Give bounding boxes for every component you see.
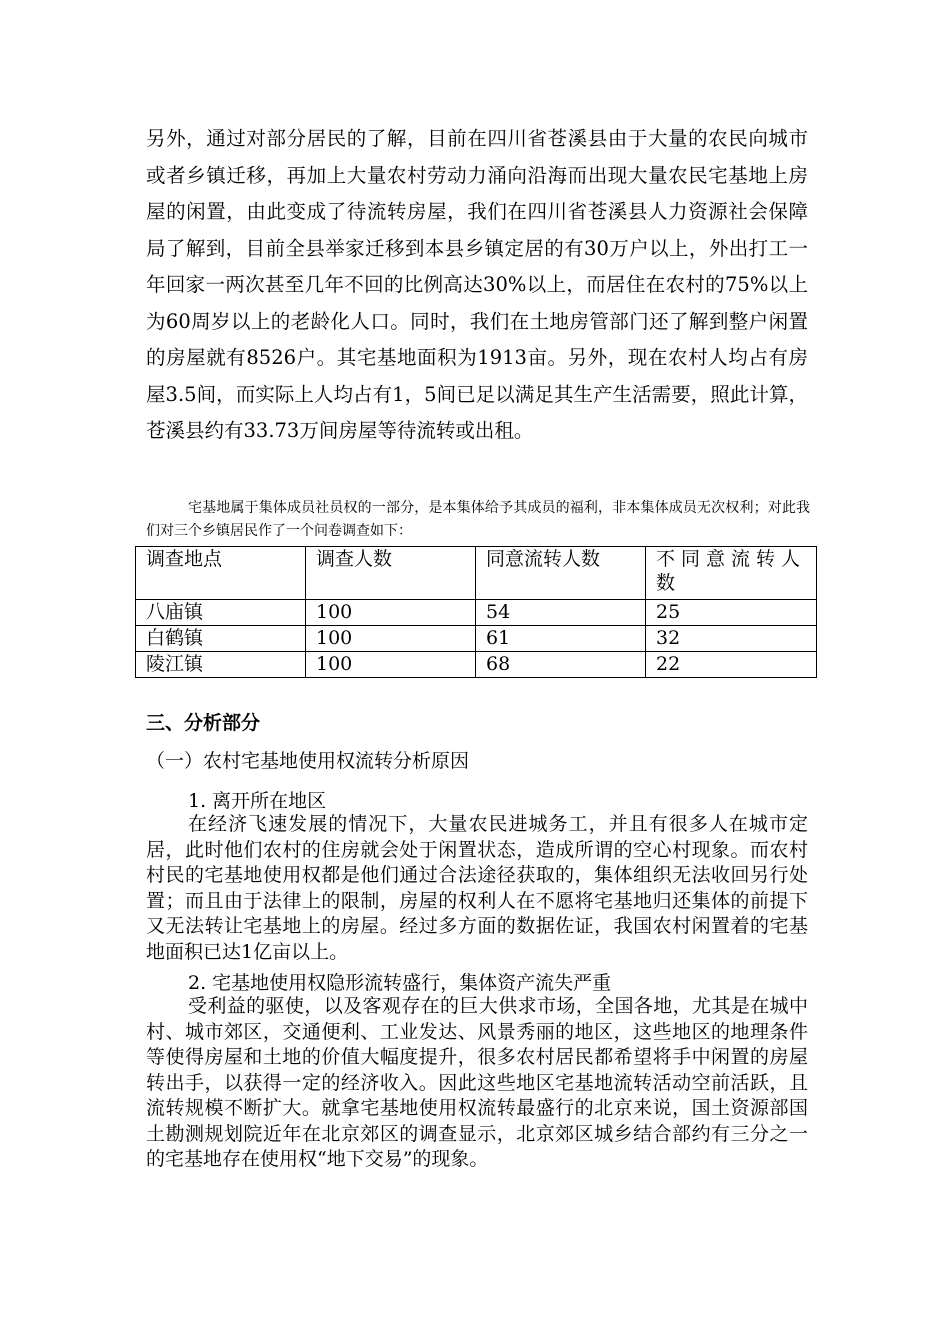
table-cell: 100 xyxy=(306,652,476,678)
body-paragraph-1: 在经济飞速发展的情况下，大量农民进城务工，并且有很多人在城市定居，此时他们农村的住房就会处于闲置状态，造成所谓的空心村现象。而农村村民的宅基地使用权都是他们通过合法途径获取的，集体组织无法收回另行处置；而且由于法律上的限制，房屋的权利人在不愿将宅基地归还集体的前提下又无法转让宅基地上的房屋。经过多方面的数据佐证，我国农村闲置着的宅基地面积已达1亿亩以上。 xyxy=(146,813,808,963)
body-paragraph-2: 受利益的驱使，以及客观存在的巨大供求市场，全国各地，尤其是在城中村、城市郊区，交通便利、工业发达、风景秀丽的地区，这些地区的地理条件等使得房屋和土地的价值大幅度提升，很多农村居民都希望将手中闲置的房屋转出手，以获得一定的经济收入。因此这些地区宅基地流转活动空前活跃，且流转规模不断扩大。就拿宅基地使用权流转最盛行的北京来说，国土资源部国土勘测规划院近年在北京郊区的调查显示，北京郊区城乡结合部约有三分之一的宅基地存在使用权“地下交易”的现象。 xyxy=(146,995,808,1170)
table-cell: 100 xyxy=(306,600,476,626)
header-cell-count: 调查人数 xyxy=(306,547,476,600)
table-cell: 68 xyxy=(476,652,646,678)
table-cell: 61 xyxy=(476,626,646,652)
table-row xyxy=(136,652,817,678)
table-header-row xyxy=(136,547,817,600)
table-row xyxy=(136,600,817,626)
header-cell-disagree: 不同意流转人数 xyxy=(646,547,817,600)
table-cell: 100 xyxy=(306,626,476,652)
table-row xyxy=(136,626,817,652)
table-cell: 陵江镇 xyxy=(136,652,306,678)
survey-table xyxy=(135,546,817,678)
table-cell: 25 xyxy=(646,600,817,626)
table-cell: 白鹤镇 xyxy=(136,626,306,652)
table-cell: 22 xyxy=(646,652,817,678)
header-cell-location: 调查地点 xyxy=(136,547,306,600)
section-heading: 三、分析部分 xyxy=(146,712,261,734)
subsection-heading: （一）农村宅基地使用权流转分析原因 xyxy=(146,750,470,772)
header-cell-agree: 同意流转人数 xyxy=(476,547,646,600)
item-heading-2: 2. 宅基地使用权隐形流转盛行，集体资产流失严重 xyxy=(188,972,612,994)
table-cell: 54 xyxy=(476,600,646,626)
table-cell: 八庙镇 xyxy=(136,600,306,626)
intro-paragraph: 另外，通过对部分居民的了解，目前在四川省苍溪县由于大量的农民向城市或者乡镇迁移，再加上大量农村劳动力涌向沿海而出现大量农民宅基地上房屋的闲置，由此变成了待流转房屋，我们在四川省苍溪县人力资源社会保障局了解到，目前全县举家迁移到本县乡镇定居的有30万户以上，外出打工一年回家一两次甚至几年不回的比例高达30%以上，而居住在农村的75%以上为60周岁以上的老龄化人口。同时，我们在土地房管部门还了解到整户闲置的房屋就有8526户。其宅基地面积为1913亩。另外，现在农村人均占有房屋3.5间，而实际上人均占有1，5间已足以满足其生产生活需要，照此计算，苍溪县约有33.73万间房屋等待流转或出租。 xyxy=(146,127,808,442)
item-heading-1: 1. 离开所在地区 xyxy=(188,790,327,812)
table-cell: 32 xyxy=(646,626,817,652)
survey-note: 宅基地属于集体成员社员权的一部分，是本集体给予其成员的福利，非本集体成员无次权利；对此我们对三个乡镇居民作了一个问卷调查如下： xyxy=(146,500,810,539)
